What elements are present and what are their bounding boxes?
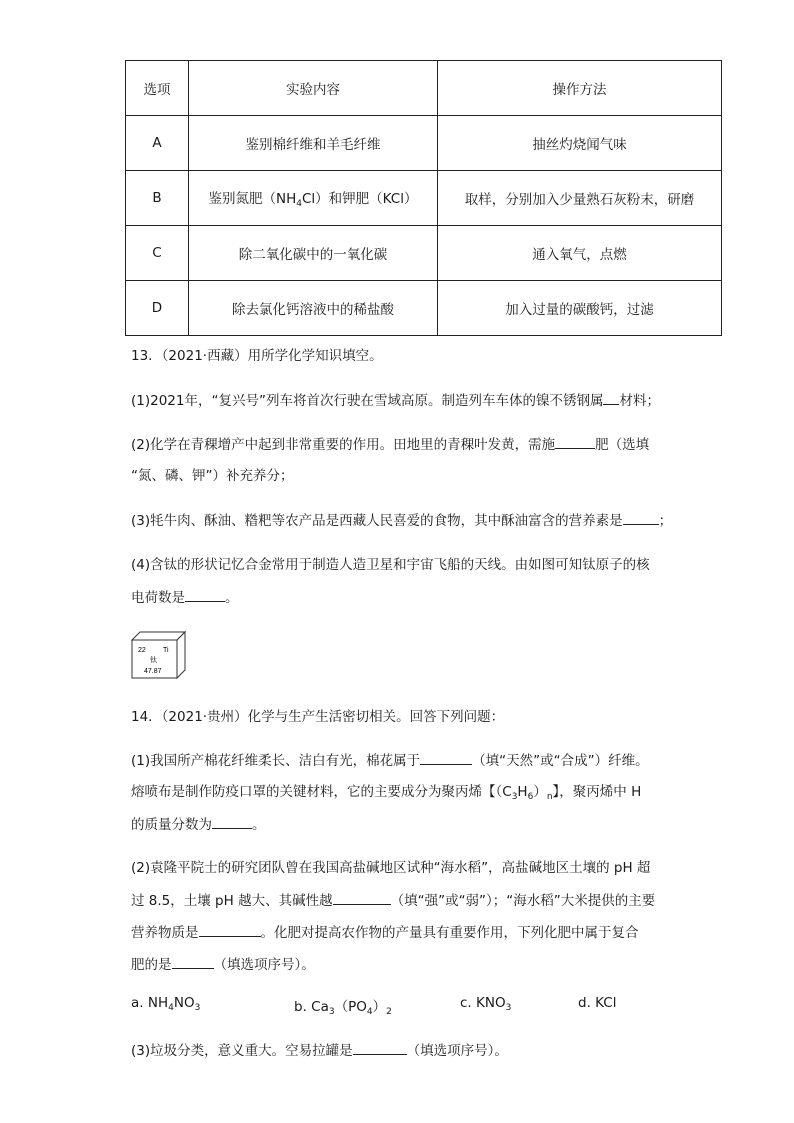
answer-blank[interactable]	[555, 434, 595, 449]
row-method: 通入氧气，点燃	[438, 226, 722, 281]
table-row	[126, 171, 722, 226]
q13-part3: (3)牦牛肉、酥油、糌粑等农产品是西藏人民喜爱的食物，其中酥油富含的营养素是 ；	[131, 510, 672, 531]
row-method: 取样，分别加入少量熟石灰粉末，研磨	[438, 171, 722, 226]
row-content: 鉴别氮肥$(NH_4Cl)$和钾肥（KCl）	[189, 171, 438, 226]
table-row	[126, 226, 722, 281]
q13-title: 13．（2021·西藏）用所学化学知识填空。	[131, 348, 383, 364]
header-option: 选项	[126, 61, 189, 116]
q14-part1: (1)我国所产棉花纤维柔长、洁白有光，棉花属于 （填“天然”或“合成”）纤维。	[131, 750, 649, 771]
answer-blank[interactable]	[623, 510, 659, 525]
q13-part4: (4)含钛的形状记忆合金常用于制造人造卫星和宇宙飞船的天线。由如图可知钛原子的核	[131, 557, 650, 573]
answer-blank[interactable]	[333, 890, 391, 905]
row-method: 抽丝灼烧闻气味	[438, 116, 722, 171]
q13-part2: (2)化学在青稞增产中起到非常重要的作用。田地里的青稞叶发黄，需施 肥（选填	[131, 434, 649, 455]
answer-blank[interactable]	[172, 954, 214, 969]
answer-blank[interactable]	[353, 1040, 407, 1055]
answer-blank[interactable]	[212, 814, 252, 829]
atomic-mass: 47.87	[144, 668, 162, 675]
q13-part2-cont: “氮、磷、钾”）补充养分；	[131, 468, 294, 484]
q14-title: 14．（2021·贵州）化学与生产生活密切相关。回答下列问题：	[131, 709, 505, 725]
row-option: B	[126, 171, 189, 226]
table-row	[126, 281, 722, 336]
answer-blank[interactable]	[185, 587, 225, 602]
table-row	[126, 116, 722, 171]
row-content: 除二氧化碳中的一氧化碳	[189, 226, 438, 281]
row-content: 鉴别棉纤维和羊毛纤维	[189, 116, 438, 171]
q14-part2: (2)袁隆平院士的研究团队曾在我国高盐碱地区试种“海水稻”，高盐碱地区土壤的 pH 超	[131, 860, 651, 876]
header-content: 实验内容	[189, 61, 438, 116]
row-option: D	[126, 281, 189, 336]
table-header-row	[126, 61, 722, 116]
row-content: 除去氯化钙溶液中的稀盐酸	[189, 281, 438, 336]
q13-part4-cont: 电荷数是 。	[131, 587, 239, 608]
q14-part3: (3)垃圾分类，意义重大。空易拉罐是 （填选项序号）。	[131, 1040, 508, 1061]
answer-blank[interactable]	[603, 390, 619, 405]
q14-part1-cont2: 的质量分数为 。	[131, 814, 266, 835]
element-symbol: Ti	[163, 647, 169, 654]
answer-blank[interactable]	[199, 922, 261, 937]
q14-part2-cont: 过 8.5，土壤 pH 越大、其碱性越 （填“强”或“弱”）；“海水稻”大米提供的主要	[131, 890, 655, 911]
atomic-number: 22	[138, 647, 146, 654]
choice-c: c. $KNO_3$	[460, 995, 512, 1013]
row-option: A	[126, 116, 189, 171]
q14-part2-cont2: 营养物质是 。化肥对提高农作物的产量具有重要作用，下列化肥中属于复合	[131, 922, 639, 943]
options-table	[125, 60, 722, 336]
choice-b: b. $Ca_3(PO_4)_2$	[294, 999, 392, 1017]
row-option: C	[126, 226, 189, 281]
choice-d: d. KCl	[578, 995, 617, 1011]
answer-blank[interactable]	[420, 750, 472, 765]
choice-a: a. $NH_4NO_3$	[131, 995, 201, 1013]
titanium-element-cube	[130, 630, 190, 680]
element-name: 钛	[150, 656, 157, 664]
header-method: 操作方法	[438, 61, 722, 116]
q13-part1: (1)2021年，“复兴号”列车将首次行驶在雪域高原。制造列车车体的镍不锈钢属 材料；	[131, 390, 660, 411]
q14-part1-cont: 熔喷布是制作防疫口罩的关键材料，它的主要成分为聚丙烯【$(C_3H_6)_n$】，聚丙烯中 H	[131, 784, 642, 802]
row-method: 加入过量的碳酸钙，过滤	[438, 281, 722, 336]
q14-part2-cont3: 肥的是 （填选项序号）。	[131, 954, 315, 975]
